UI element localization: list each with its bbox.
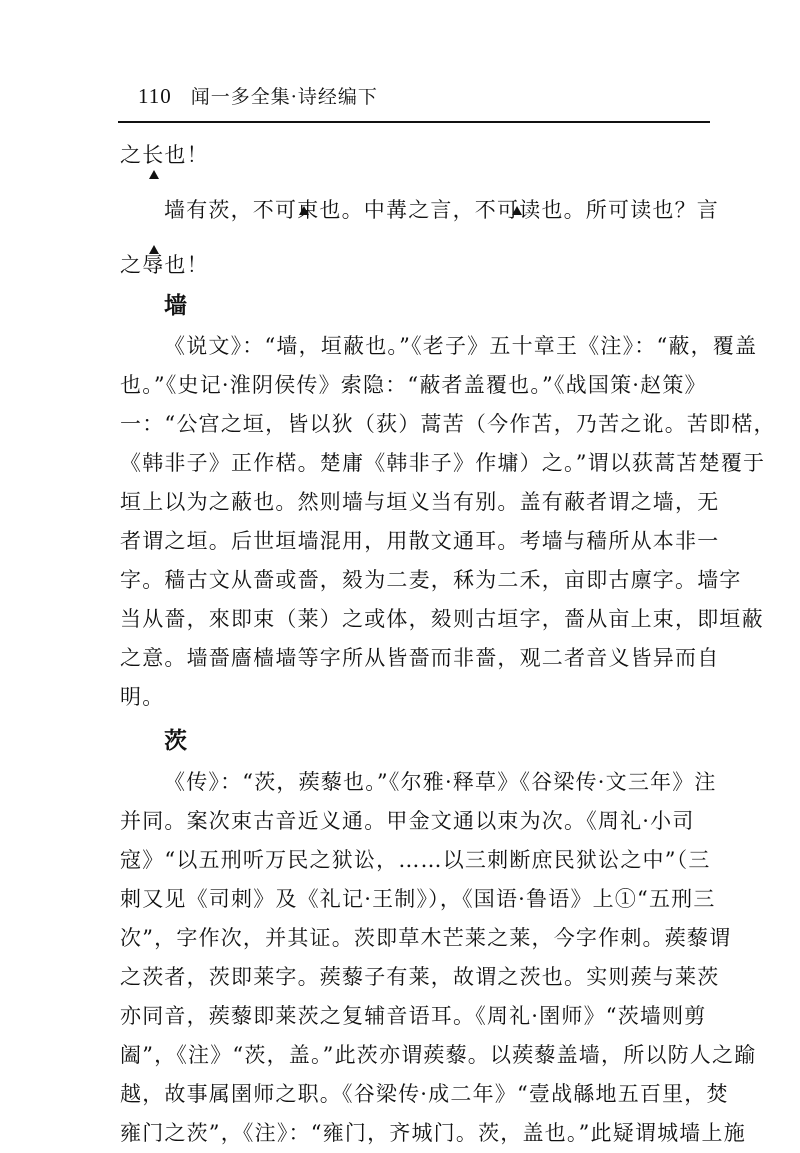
text-line: 之意。墙嗇廧樯墙等字所从皆嗇而非嗇，观二者音义皆异而自 (120, 646, 720, 670)
text-line: 垣上以为之蔽也。然则墙与垣义当有别。盖有蔽者谓之墙，无 (120, 490, 720, 514)
text-line: 一：“公宫之垣，皆以狄（荻）蒿苦（今作苫，乃苦之讹。苦即楛， (120, 412, 776, 436)
page-number: 110 (138, 84, 172, 108)
text-line: 当从嗇，來即束（莱）之或体，㱾则古垣字，嗇从亩上束，即垣蔽 (120, 607, 764, 631)
text-line: 也。”《史记·淮阴侯传》索隐：“蔽者盖覆也。”《战国策·赵策》 (120, 373, 707, 397)
rhyme-mark (149, 245, 159, 254)
text-line: 之长也！ (120, 143, 209, 167)
rhyme-mark (299, 206, 309, 215)
text-line: 并同。案次束古音近义通。甲金文通以朿为次。《周礼·小司 (120, 809, 695, 833)
text-line: 《韩非子》正作楛。楚庸《韩非子》作墉）之。”谓以荻蒿苫楚覆于 (120, 451, 766, 475)
section-heading-ci: 茨 (164, 727, 189, 754)
header-rule (118, 121, 710, 123)
section-heading-qiang: 墙 (164, 292, 189, 319)
text-line: 次”，字作次，并其证。茨即草木芒莱之莱，今字作刺。蒺藜谓 (120, 926, 732, 950)
page-body (120, 136, 776, 1153)
running-header (138, 82, 378, 109)
text-line: 之茨者，茨即莱字。蒺藜子有莱，故谓之茨也。实则蒺与莱茨 (120, 965, 720, 989)
poem-line: 之辱也！ (120, 253, 209, 277)
book-title: 闻一多全集·诗经编下 (190, 86, 378, 108)
text-line: 刺又见《司刺》及《礼记·王制》），《国语·鲁语》上①“五刑三 (120, 887, 716, 911)
text-line: 字。穑古文从嗇或嗇，㱾为二麦，秝为二禾，亩即古廪字。墙字 (120, 568, 742, 592)
rhyme-mark (149, 170, 159, 179)
text-line: 雍门之茨”，《注》：“雍门，齐城门。茨，盖也。”此疑谓城墙上施 (120, 1121, 746, 1145)
text-line: 寇》“以五刑听万民之狱讼，……以三刺断庶民狱讼之中”（三 (120, 848, 711, 872)
text-line: 越，故事属圉师之职。《谷梁传·成二年》“壹战緜地五百里，焚 (120, 1082, 729, 1106)
text-line: 明。 (120, 685, 165, 709)
text-line: 《说文》：“墙，垣蔽也。”《老子》五十章王《注》：“蔽，覆盖 (164, 334, 758, 358)
text-line: 亦同音，蒺藜即莱茨之复辅音语耳。《周礼·圉师》“茨墙则剪 (120, 1004, 707, 1028)
text-line: 《传》：“茨，蒺藜也。”《尔雅·释草》《谷梁传·文三年》注 (164, 770, 717, 794)
text-line: 阖”，《注》“茨，盖。”此茨亦谓蒺藜。以蒺藜盖墙，所以防人之踰 (120, 1043, 757, 1067)
rhyme-mark (512, 206, 522, 215)
text-line: 者谓之垣。后世垣墙混用，用散文通耳。考墙与穑所从本非一 (120, 529, 720, 553)
poem-line: 墙有茨，不可束也。中冓之言，不可读也。所可读也？言 (164, 198, 719, 222)
